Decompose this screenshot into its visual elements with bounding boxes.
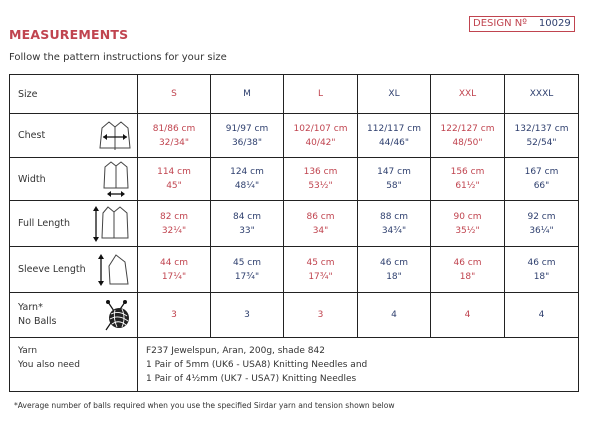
- size-label: Size: [10, 75, 138, 114]
- design-number-box: [469, 16, 575, 32]
- row-label-width: Width: [10, 158, 138, 201]
- balls-m: 3: [211, 293, 284, 338]
- measurements-table: [9, 74, 579, 392]
- balls-xxl: 4: [431, 293, 505, 338]
- yarn-and-needles-info: [138, 338, 579, 392]
- sleeve-length-icon: [98, 252, 130, 288]
- size-xxxl: XXXL: [505, 75, 579, 114]
- design-number: 10029: [538, 18, 571, 29]
- needles-spec-1: 1 Pair of 5mm (UK6 - USA8) Knitting Needles and: [146, 360, 368, 370]
- table-row-sleeve-length: Sleeve Length 44 cm 17¼" 45 cm 17¾" 45 cm 17¾" 46 cm 18" 46 cm 18" 46 cm 18": [10, 247, 579, 293]
- size-m: M: [211, 75, 284, 114]
- cardigan-width-icon: [102, 160, 130, 198]
- yarn-ball-needles-icon: [100, 298, 134, 332]
- row-label-chest: Chest: [10, 114, 138, 158]
- table-row-chest: Chest 81/86 cm 32/34" 91/97 cm 36/38" 102/107 cm 40/42" 112/117 cm 44/46" 122/127 cm 48/50" 132/137 cm 52/54": [10, 114, 579, 158]
- table-row-yarn-info: [10, 338, 579, 392]
- needles-spec-2: 1 Pair of 4½mm (UK7 - USA7) Knitting Needles: [146, 374, 357, 384]
- page-title: MEASUREMENTS: [9, 27, 129, 42]
- size-l: L: [284, 75, 358, 114]
- balls-l: 3: [284, 293, 358, 338]
- row-label-sleeve-length: Sleeve Length: [10, 247, 138, 293]
- row-label-full-length: Full Length: [10, 201, 138, 247]
- balls-s: 3: [138, 293, 211, 338]
- yarn-spec: F237 Jewelspun, Aran, 200g, shade 842: [146, 346, 325, 356]
- design-label: DESIGN Nº: [473, 18, 527, 29]
- size-s: S: [138, 75, 211, 114]
- balls-xxxl: 4: [505, 293, 579, 338]
- row-label-yarn-balls: Yarn* No Balls: [10, 293, 138, 338]
- size-xxl: XXL: [431, 75, 505, 114]
- footnote: *Average number of balls required when you use the specified Sirdar yarn and tension shown below: [14, 401, 395, 410]
- balls-xl: 4: [358, 293, 431, 338]
- page-subtitle: Follow the pattern instructions for your size: [9, 52, 227, 63]
- size-header-row: [10, 75, 579, 114]
- table-row-yarn-balls: [10, 293, 579, 338]
- table-row-width: Width 114 cm 45" 124 cm 48¼" 136 cm 53½" 147 cm 58" 156 cm 61½" 167 cm 66": [10, 158, 579, 201]
- row-label-yarn-info: Yarn You also need: [10, 338, 138, 392]
- table-row-full-length: Full Length 82 cm 32¼" 84 cm 33" 86 cm 34" 88 cm 34¾" 90 cm 35½" 92 cm 36¼": [10, 201, 579, 247]
- cardigan-chest-icon: [98, 120, 132, 152]
- size-xl: XL: [358, 75, 431, 114]
- cardigan-length-icon: [92, 204, 130, 244]
